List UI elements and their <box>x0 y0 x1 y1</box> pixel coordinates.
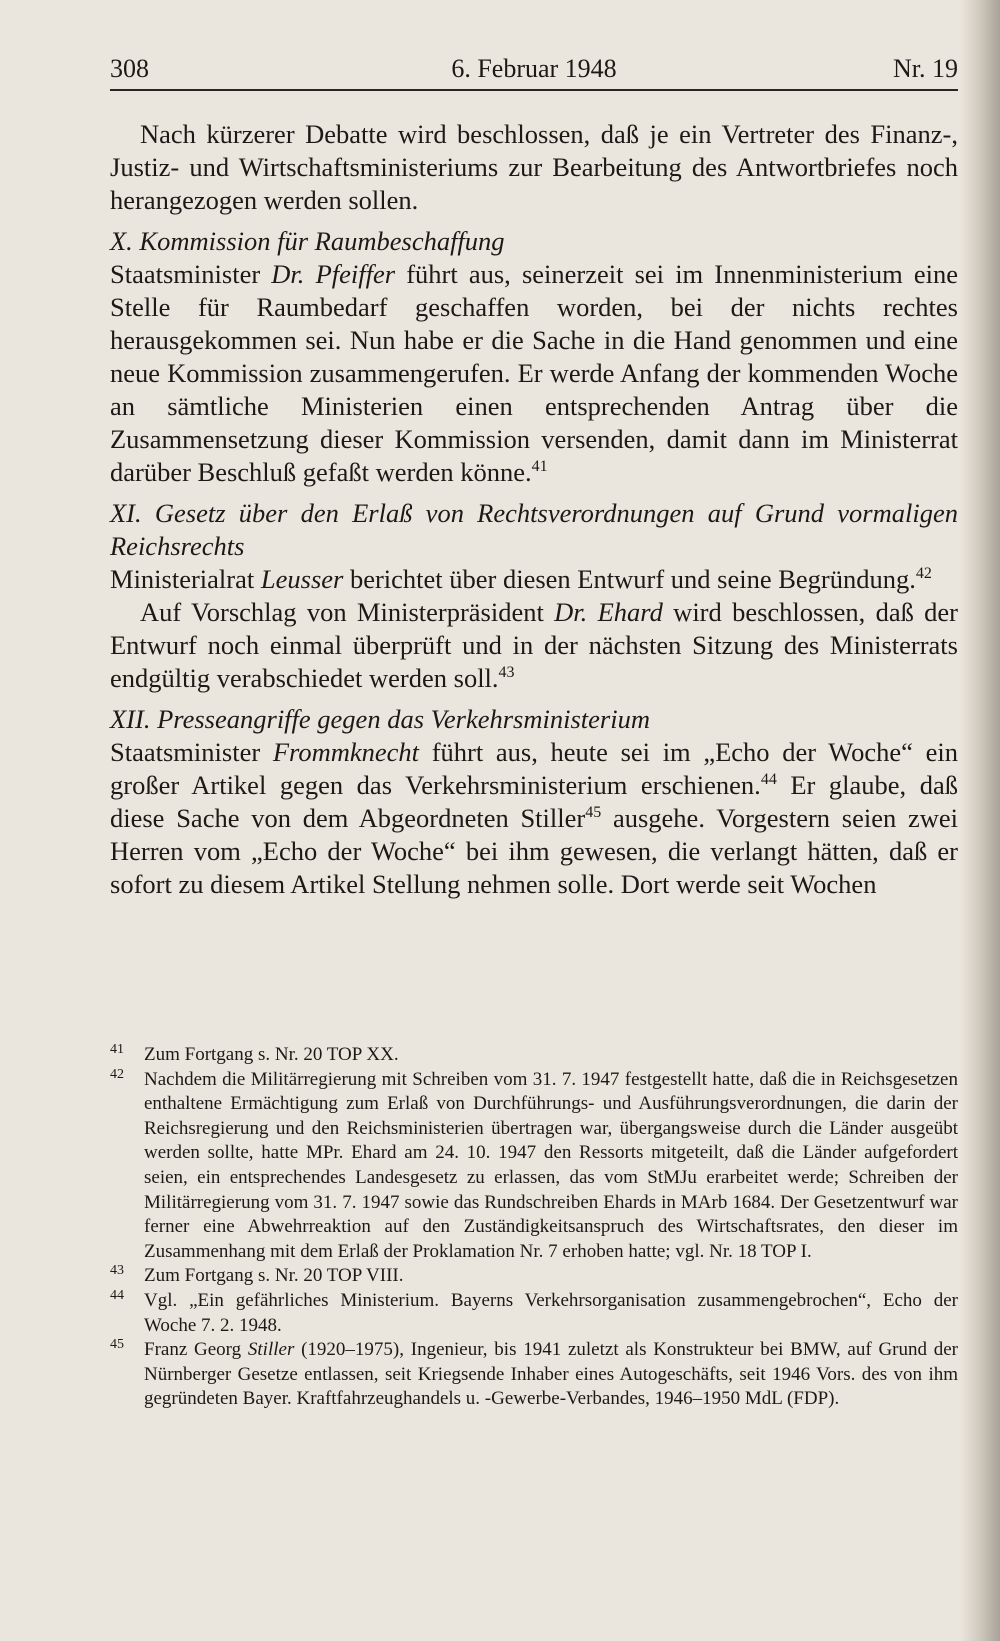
header-date: 6. Februar 1948 <box>451 54 617 83</box>
section-heading-xi: XI. Gesetz über den Erlaß von Rechtsverordnungen auf Grund vormaligen Reichsrechts <box>110 498 958 561</box>
paragraph-frommknecht: Staatsminister Frommknecht führt aus, heute sei im „Echo der Woche“ ein großer Artikel gegen das Verkehrsministerium erschienen.$^{44}$ Er glaube, daß diese Sache von dem Abgeordneten Stiller$^{45}$ ausgehe. Vorgestern seien zwei Herren vom „Echo der Woche“ bei ihm gewesen, die verlangt hätten, daß er sofort zu diesem Artikel Stellung nehmen solle. Dort werde seit Wochen <box>110 737 959 899</box>
speaker-name: Dr. Ehard <box>554 597 663 627</box>
paragraph-pfeiffer: Staatsminister Dr. Pfeiffer führt aus, seinerzeit sei im Innenministerium eine Stelle für Raumbedarf geschaffen worden, bei der nichts rechtes herausgekommen sei. Nun habe er die Sache in die Hand genommen und eine neue Kommission zusammengerufen. Er werde Anfang der kommenden Woche an sämtliche Ministerien einen entsprechenden Antrag über die Zusammensetzung dieser Kommission versenden, damit dann im Ministerrat darüber Beschluß gefaßt werden könne.$^{41}$ <box>110 259 958 487</box>
footnote-number: 43 <box>110 1263 124 1279</box>
footnote-43: 43 Zum Fortgang s. Nr. 20 TOP VIII. <box>110 1264 958 1289</box>
header-rule <box>110 89 958 91</box>
footnote-ref-42[interactable]: 42 <box>915 565 932 583</box>
footnote-number: 41 <box>110 1042 124 1057</box>
speaker-name: Leusser <box>260 564 344 594</box>
section-heading-xii: XII. Presseangriffe gegen das Verkehrsministerium <box>110 704 650 734</box>
paragraph-ehard: Auf Vorschlag von Ministerpräsident Dr. Ehard wird beschlossen, daß der Entwurf noch einmal überprüft und in der nächsten Sitzung des Ministerrats endgültig verabschiedet werden soll.$^{43}$ <box>110 597 958 693</box>
page-edge <box>960 0 1000 1641</box>
footnote-number: 45 <box>110 1337 124 1353</box>
section-heading-x: X. Kommission für Raumbeschaffung <box>110 226 505 256</box>
footnote-ref-44[interactable]: 44 <box>760 771 777 789</box>
footnote-number: 44 <box>110 1287 124 1303</box>
page-number: 308 <box>110 54 149 83</box>
footnote-45: 45 Franz Georg Stiller (1920–1975), Ingenieur, bis 1941 zuletzt als Konstrukteur bei BMW, auf Grund der Nürnberger Gesetze entlassen, seit Kriegsende Inhaber eines Autogeschäfts, seit 1946 Vors. des von ihm gegründeten Bayer. Kraftfahrzeughandels u. -Gewerbe-Verbandes, 1946–1950 MdL (FDP). <box>110 1338 958 1412</box>
footnote-ref-41[interactable]: 41 <box>531 458 548 476</box>
paragraph-debate: Nach kürzerer Debatte wird beschlossen, daß je ein Vertreter des Finanz-, Justiz- und Wirtschaftsministeriums zur Bearbeitung des Antwortbriefes noch herangezogen werden sollen. <box>110 119 958 215</box>
footnote-number: 42 <box>110 1066 124 1082</box>
footnote-44: 44 Vgl. „Ein gefährliches Ministerium. Bayerns Verkehrsorganisation zusammengebrochen“, Echo der Woche 7. 2. 1948. <box>110 1289 958 1338</box>
running-header <box>110 52 958 90</box>
footnotes <box>110 1043 958 1412</box>
person-name: Stiller <box>247 1339 295 1361</box>
footnote-41: 41 Zum Fortgang s. Nr. 20 TOP XX. <box>110 1043 958 1068</box>
document-number: Nr. 19 <box>893 54 958 83</box>
footnote-ref-45[interactable]: 45 <box>585 804 602 822</box>
main-text <box>110 118 958 901</box>
paragraph-leusser: Ministerialrat Leusser berichtet über diesen Entwurf und seine Begründung.$^{42}$ <box>110 564 932 594</box>
speaker-name: Dr. Pfeiffer <box>271 259 396 289</box>
speaker-name: Frommknecht <box>272 737 420 767</box>
footnote-42: 42 Nachdem die Militärregierung mit Schreiben vom 31. 7. 1947 festgestellt hatte, daß die in Reichsgesetzen enthaltene Ermächtigung zum Erlaß von Durchführungs- und Ausführungsverordnungen, die darin der Reichsregierung und den Reichsministerien übertragen war, übergangsweise durch die Länder ausgeübt werden sollte, hatte MPr. Ehard am 24. 10. 1947 den Ressorts mitgeteilt, daß die Länder aufgefordert seien, ein entsprechendes Landesgesetz zu erlassen, das vom StMJu erarbeitet werde; Schreiben der Militärregierung vom 31. 7. 1947 sowie das Rundschreiben Ehards in MArb 1684. Der Gesetzentwurf war ferner eine Abwehrreaktion auf den Zuständigkeitsanspruch des Wirtschaftsrates, den dieser im Zusammenhang mit dem Erlaß der Proklamation Nr. 7 erhoben hatte; vgl. Nr. 18 TOP I. <box>110 1068 958 1265</box>
footnote-ref-43[interactable]: 43 <box>498 664 515 682</box>
